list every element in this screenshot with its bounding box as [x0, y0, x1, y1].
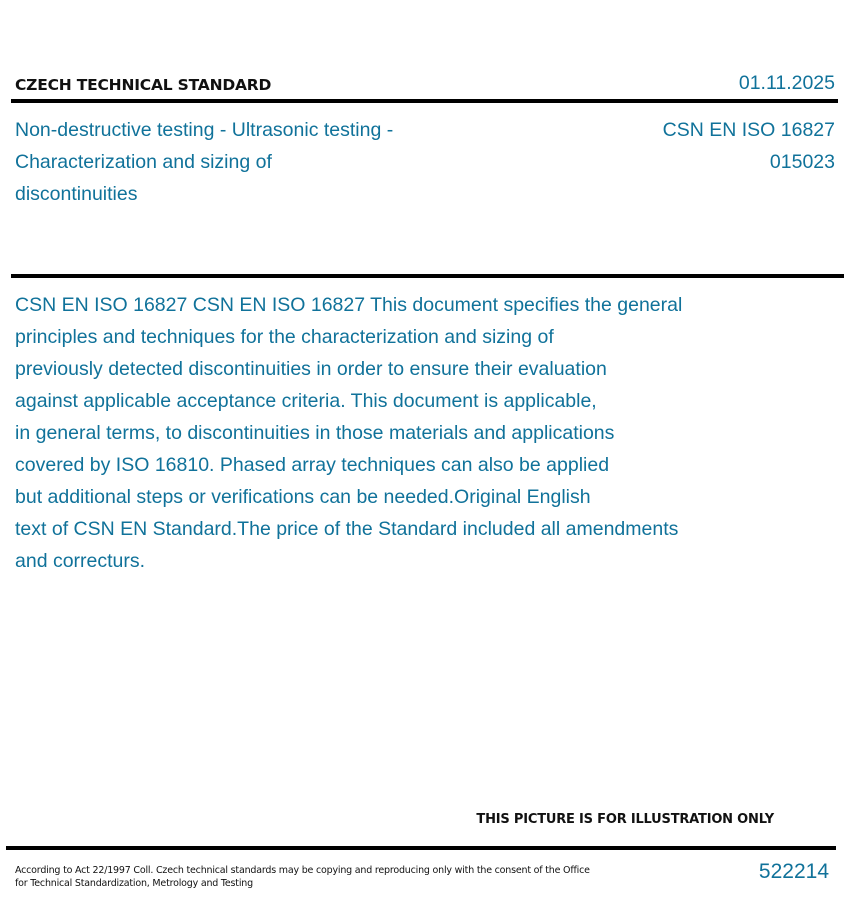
legal-note: According to Act 22/1997 Coll. Czech technical standards may be copying and reproducing only with the consent of the Office for Technical Standardization, Metrology and Testing — [15, 865, 590, 889]
header-divider — [11, 99, 838, 103]
catalog-number: 015023 — [769, 151, 835, 173]
product-code: 522214 — [758, 860, 829, 883]
standard-number-block — [663, 114, 835, 178]
abstract-text: CSN EN ISO 16827 CSN EN ISO 16827 This document specifies the general principles and techniques for the characterization and sizing of previously detected discontinuities in order to ensure their evaluation against applicable acceptance criteria. This document is applicable, in general terms, to discontinuities in those materials and applications covered by ISO 16810. Phased array techniques can also be applied but additional steps or verifications can be needed.Original English text of CSN EN Standard.The price of the Standard included all amendments and correcturs. — [15, 294, 683, 572]
standard-number: CSN EN ISO 16827 — [662, 119, 835, 141]
standard-title: Non-destructive testing - Ultrasonic testing - Characterization and sizing of discontinuities — [15, 119, 394, 205]
publication-date: 01.11.2025 — [738, 72, 835, 94]
section-divider — [11, 274, 844, 278]
footer-divider — [6, 846, 836, 850]
illustration-note: THIS PICTURE IS FOR ILLUSTRATION ONLY — [476, 812, 774, 827]
standard-type-label: CZECH TECHNICAL STANDARD — [15, 76, 272, 94]
